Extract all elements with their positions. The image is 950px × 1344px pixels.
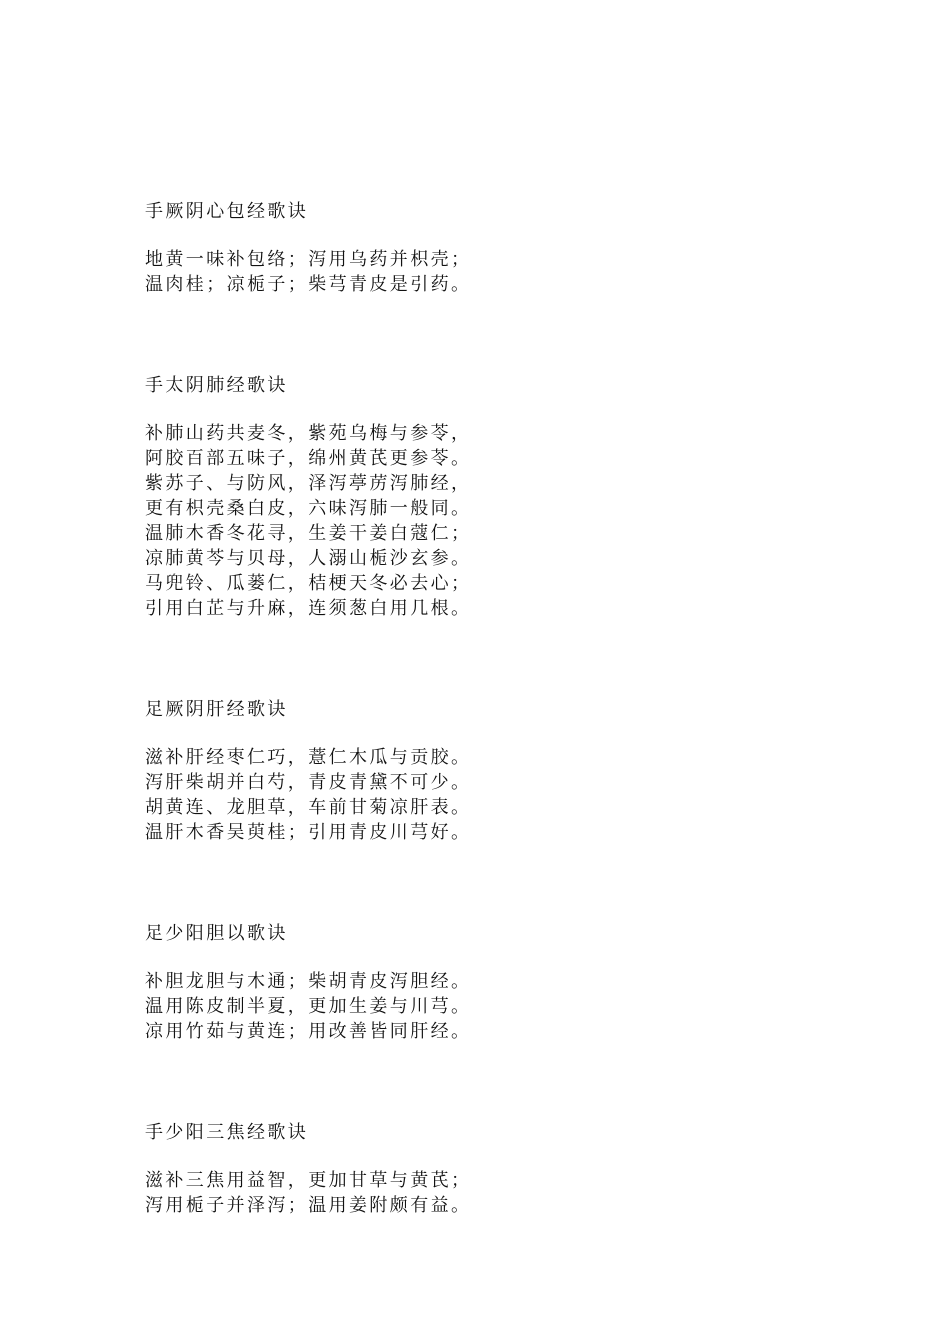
section-title: 手少阳三焦经歌诀 xyxy=(145,1122,309,1143)
verse-line: 地黄一味补包络；泻用乌药并枳壳； xyxy=(145,249,472,270)
verse-line: 凉肺黄芩与贝母，人溺山栀沙玄参。 xyxy=(145,548,472,569)
verse-block xyxy=(145,745,471,845)
verse-line: 温肝木香吴萸桂；引用青皮川芎好。 xyxy=(145,822,472,843)
section-lung-meridian xyxy=(145,373,471,621)
verse-block xyxy=(145,421,471,621)
verse-line: 补胆龙胆与木通；柴胡青皮泻胆经。 xyxy=(145,971,472,992)
verse-line: 泻肝柴胡并白芍，青皮青黛不可少。 xyxy=(145,772,472,793)
section-pericardium-meridian xyxy=(145,199,471,297)
verse-line: 滋补肝经枣仁巧，薏仁木瓜与贡胶。 xyxy=(145,747,472,768)
verse-line: 温用陈皮制半夏，更加生姜与川芎。 xyxy=(145,996,472,1017)
verse-block xyxy=(145,247,471,297)
verse-line: 泻用栀子并泽泻；温用姜附颇有益。 xyxy=(145,1195,472,1216)
verse-block xyxy=(145,1168,471,1218)
section-title: 手太阴肺经歌诀 xyxy=(145,375,288,396)
verse-line: 胡黄连、龙胆草，车前甘菊凉肝表。 xyxy=(145,797,472,818)
section-liver-meridian xyxy=(145,697,471,845)
verse-line: 滋补三焦用益智，更加甘草与黄芪； xyxy=(145,1170,472,1191)
verse-line: 马兜铃、瓜蒌仁，桔梗天冬必去心； xyxy=(145,573,472,594)
verse-line: 补肺山药共麦冬，紫苑乌梅与参苓， xyxy=(145,423,472,444)
verse-line: 温肺木香冬花寻，生姜干姜白蔻仁； xyxy=(145,523,472,544)
section-title: 足少阳胆以歌诀 xyxy=(145,923,288,944)
verse-block xyxy=(145,969,471,1044)
section-gallbladder-meridian xyxy=(145,921,471,1044)
section-triple-burner-meridian xyxy=(145,1120,471,1218)
verse-line: 温肉桂；凉栀子；柴芎青皮是引药。 xyxy=(145,274,472,295)
verse-line: 阿胶百部五味子，绵州黄芪更参苓。 xyxy=(145,448,472,469)
verse-line: 引用白芷与升麻，连须葱白用几根。 xyxy=(145,598,472,619)
verse-line: 凉用竹茹与黄连；用改善皆同肝经。 xyxy=(145,1021,472,1042)
verse-line: 紫苏子、与防风，泽泻葶苈泻肺经， xyxy=(145,473,472,494)
section-title: 足厥阴肝经歌诀 xyxy=(145,699,288,720)
section-title: 手厥阴心包经歌诀 xyxy=(145,201,309,222)
verse-line: 更有枳壳桑白皮，六味泻肺一般同。 xyxy=(145,498,472,519)
